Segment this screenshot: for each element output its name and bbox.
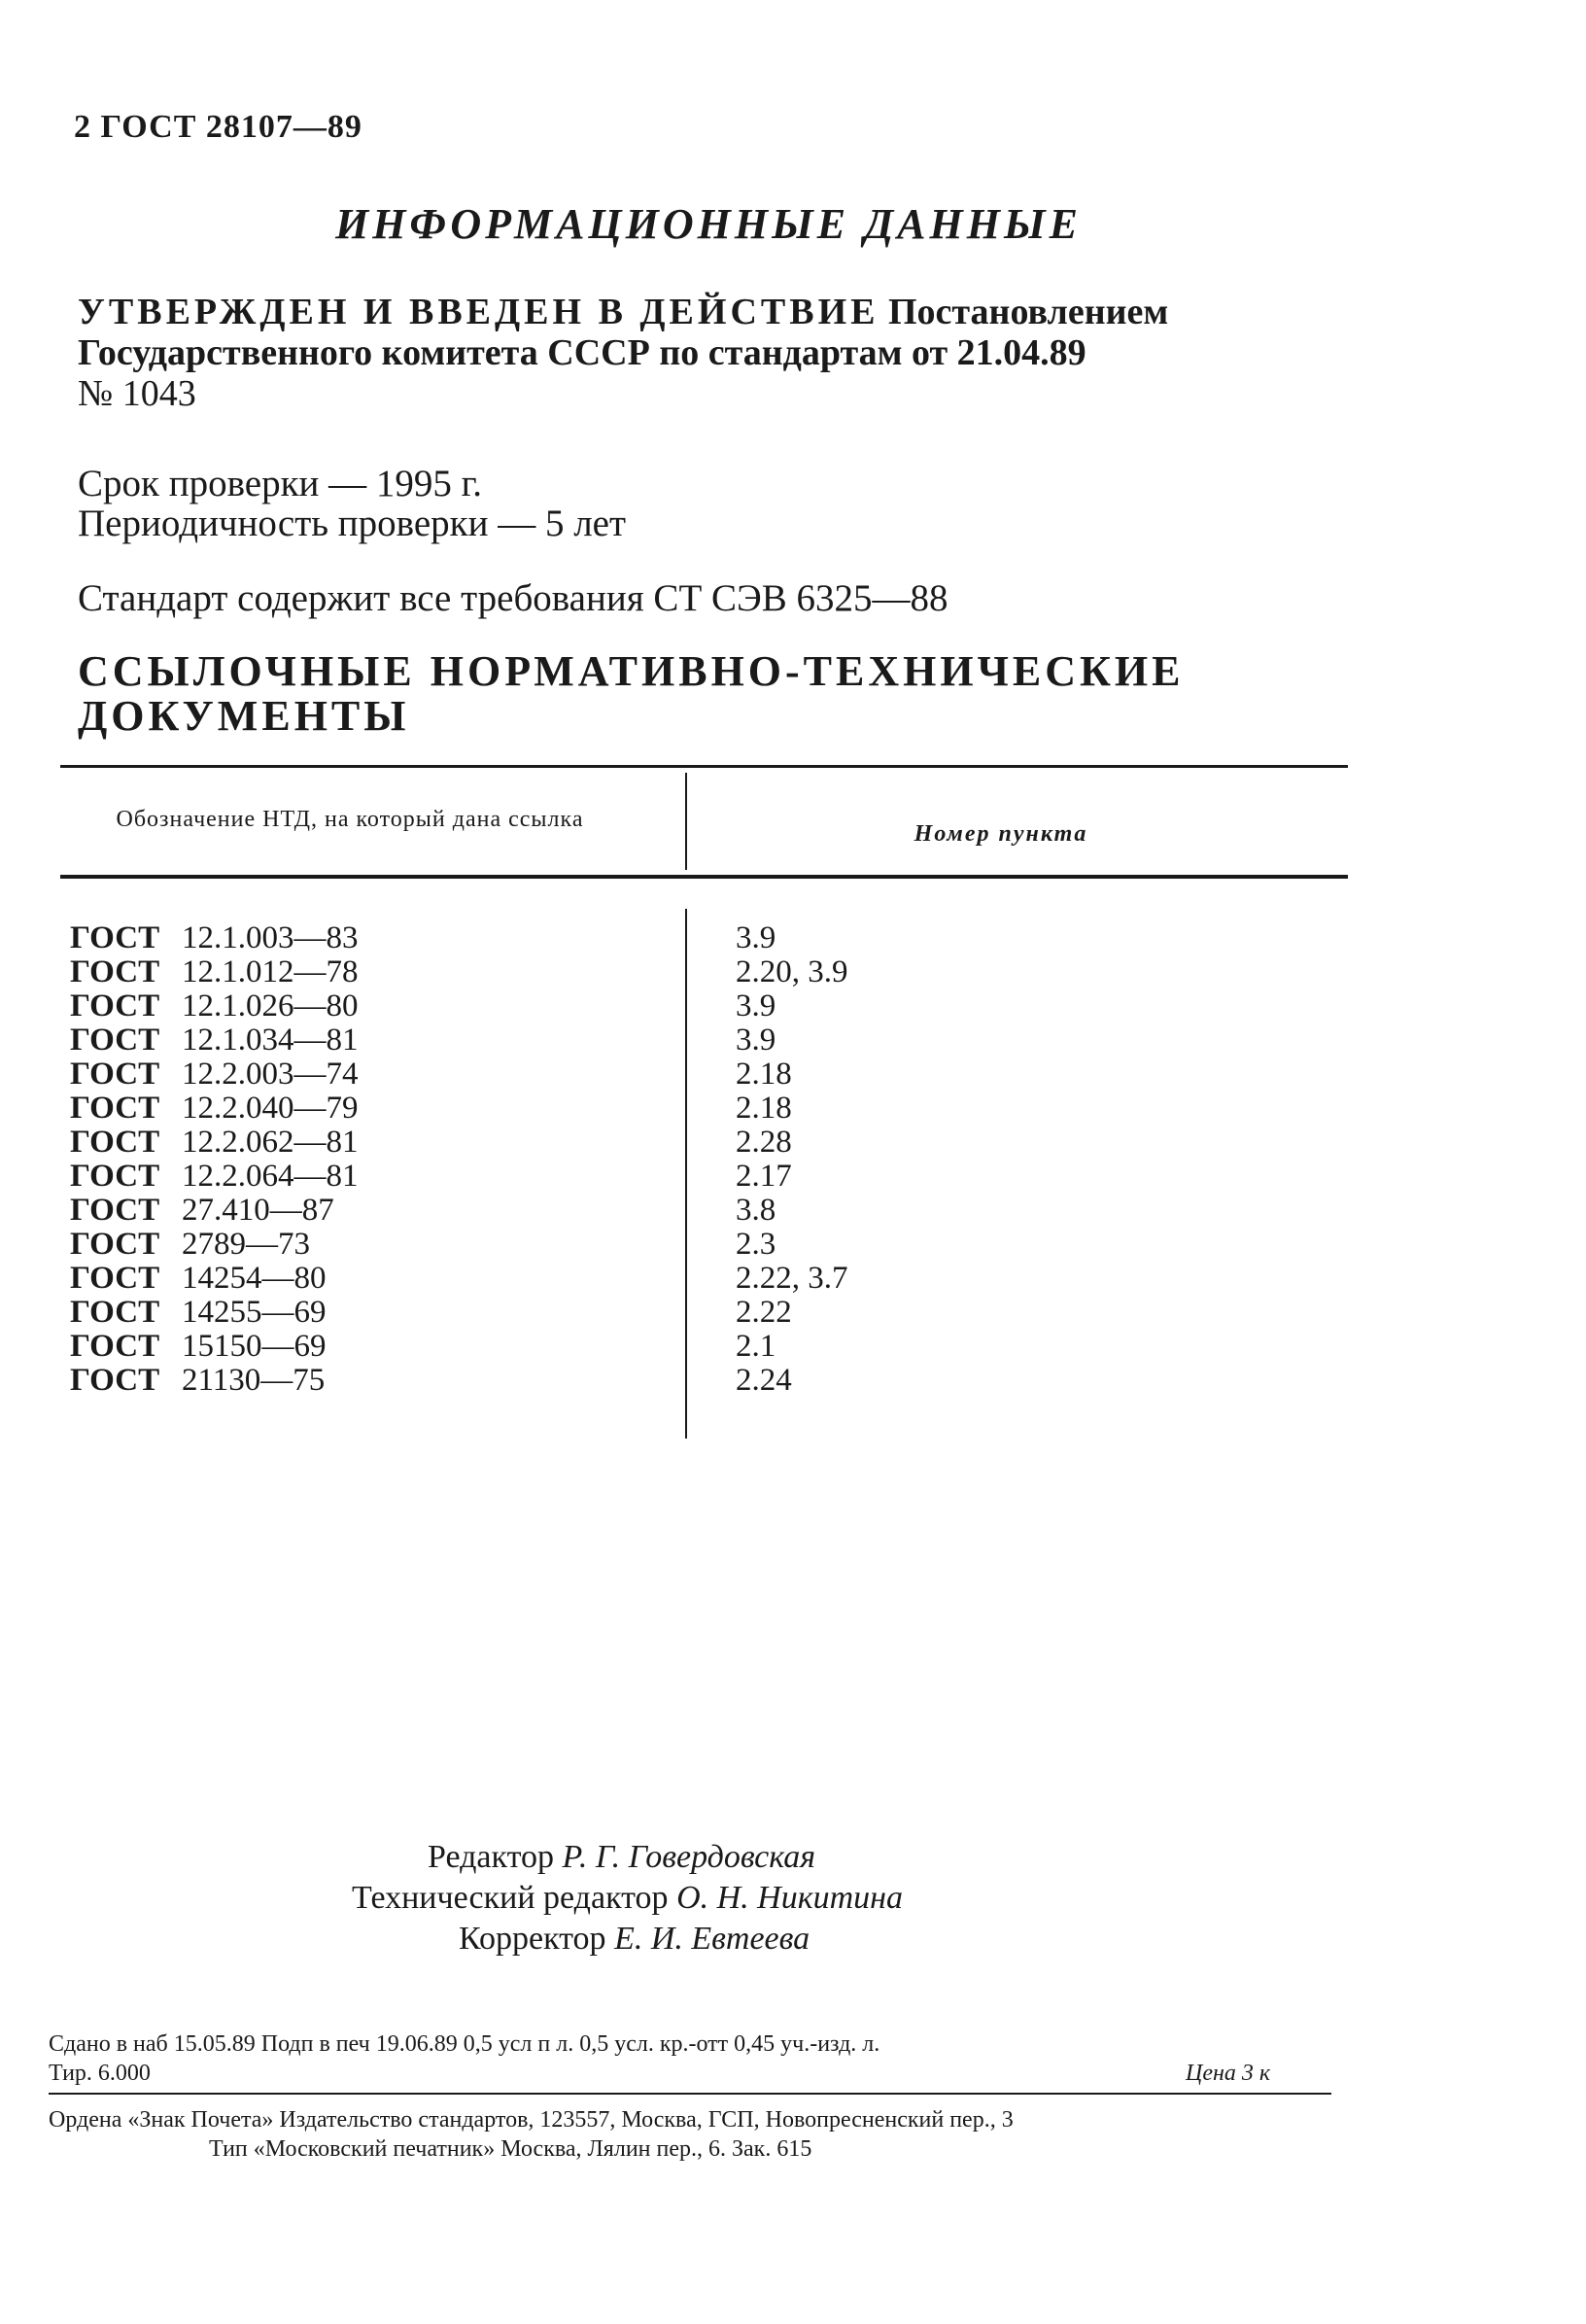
row-number: 12.2.064—81 (182, 1159, 359, 1194)
row-points: 2.22, 3.7 (736, 1261, 848, 1296)
row-points: 2.20, 3.9 (736, 954, 848, 989)
approval-number: № 1043 (78, 373, 196, 414)
table-row (70, 1126, 1333, 1160)
editor-label: Редактор (428, 1839, 554, 1875)
imprint-line-2-right: Цена 3 к (1186, 2061, 1271, 2086)
row-number: 12.2.062—81 (182, 1125, 359, 1160)
table-row (70, 1058, 1333, 1092)
tech-editor-line (352, 1878, 903, 1919)
table-row (70, 1194, 1333, 1228)
table-row (70, 1228, 1333, 1262)
row-points: 2.1 (736, 1329, 776, 1364)
row-prefix: ГОСТ (70, 1023, 160, 1058)
row-prefix: ГОСТ (70, 1125, 160, 1160)
row-points: 2.17 (736, 1159, 792, 1194)
editor-line (428, 1837, 815, 1878)
table-row (70, 1160, 1333, 1194)
table-row (70, 1023, 1333, 1058)
row-prefix: ГОСТ (70, 1295, 160, 1330)
tech-editor-name: О. Н. Никитина (676, 1880, 904, 1916)
row-number: 14255—69 (182, 1295, 327, 1330)
row-points: 3.9 (736, 920, 776, 955)
row-points: 2.18 (736, 1057, 792, 1092)
row-number: 12.2.040—79 (182, 1091, 359, 1126)
table-row (70, 1364, 1333, 1398)
row-prefix: ГОСТ (70, 989, 160, 1023)
table-header-rule (60, 875, 1348, 879)
approval-text: Постановлением Государственного комитета СССР по стандартам от 21.04.89 (78, 292, 1169, 373)
imprint-line-4: Тип «Московский печатник» Москва, Лялин пер., 6. Зак. 615 (209, 2136, 812, 2162)
page-number: 2 ГОСТ 28107—89 (74, 109, 362, 145)
row-points: 3.9 (736, 989, 776, 1023)
standard-note: Стандарт содержит все требования СТ СЭВ 6325—88 (78, 577, 948, 619)
imprint-line-1: Сдано в наб 15.05.89 Подп в печ 19.06.89 0,5 усл п л. 0,5 усл. кр.-отт 0,45 уч.-изд. л. (49, 2031, 880, 2057)
imprint-line-3: Ордена «Знак Почета» Издательство стандартов, 123557, Москва, ГСП, Новопресненский пер., 3 (49, 2107, 1014, 2133)
corrector-label: Корректор (459, 1921, 606, 1957)
row-prefix: ГОСТ (70, 1227, 160, 1262)
references-table-body (70, 921, 1333, 1398)
table-row (70, 1262, 1333, 1296)
row-number: 27.410—87 (182, 1193, 334, 1228)
table-row (70, 1296, 1333, 1330)
row-number: 12.1.012—78 (182, 954, 359, 989)
table-top-rule (60, 765, 1348, 768)
row-prefix: ГОСТ (70, 1193, 160, 1228)
row-number: 12.1.026—80 (182, 989, 359, 1023)
column-header-designation: Обозначение НТД, на который дана ссылка (116, 807, 584, 832)
row-number: 12.1.003—83 (182, 920, 359, 955)
table-row (70, 1092, 1333, 1126)
page-title: ИНФОРМАЦИОННЫЕ ДАННЫЕ (335, 200, 1082, 248)
approval-statement (78, 292, 1370, 414)
row-points: 3.9 (736, 1023, 776, 1058)
row-points: 2.28 (736, 1125, 792, 1160)
tech-editor-label: Технический редактор (352, 1880, 669, 1916)
column-header-point: Номер пункта (914, 821, 1088, 847)
row-prefix: ГОСТ (70, 1159, 160, 1194)
row-number: 12.2.003—74 (182, 1057, 359, 1092)
approval-lead: УТВЕРЖДЕН И ВВЕДЕН В ДЕЙСТВИЕ (78, 292, 879, 332)
corrector-line (459, 1919, 810, 1960)
row-points: 2.22 (736, 1295, 792, 1330)
editor-name: Р. Г. Говердовская (562, 1839, 816, 1875)
review-deadline: Срок проверки — 1995 г. (78, 463, 482, 504)
row-points: 2.18 (736, 1091, 792, 1126)
table-row (70, 989, 1333, 1023)
row-points: 2.24 (736, 1363, 792, 1398)
references-heading: ССЫЛОЧНЫЕ НОРМАТИВНО-ТЕХНИЧЕСКИЕ ДОКУМЕНТЫ (78, 647, 1185, 740)
row-points: 2.3 (736, 1227, 776, 1262)
row-prefix: ГОСТ (70, 1057, 160, 1092)
table-row (70, 955, 1333, 989)
row-number: 12.1.034—81 (182, 1023, 359, 1058)
imprint-line-2-left: Тир. 6.000 (49, 2061, 151, 2086)
table-row (70, 921, 1333, 955)
row-number: 21130—75 (182, 1363, 326, 1398)
row-prefix: ГОСТ (70, 1261, 160, 1296)
imprint-rule (49, 2093, 1331, 2095)
row-prefix: ГОСТ (70, 954, 160, 989)
table-row (70, 1330, 1333, 1364)
row-number: 15150—69 (182, 1329, 327, 1364)
row-prefix: ГОСТ (70, 1329, 160, 1364)
row-points: 3.8 (736, 1193, 776, 1228)
review-periodicity: Периодичность проверки — 5 лет (78, 503, 627, 544)
corrector-name: Е. И. Евтеева (614, 1921, 810, 1957)
row-prefix: ГОСТ (70, 1363, 160, 1398)
row-number: 14254—80 (182, 1261, 327, 1296)
row-prefix: ГОСТ (70, 920, 160, 955)
row-prefix: ГОСТ (70, 1091, 160, 1126)
row-number: 2789—73 (182, 1227, 310, 1262)
column-divider-header (685, 773, 687, 870)
